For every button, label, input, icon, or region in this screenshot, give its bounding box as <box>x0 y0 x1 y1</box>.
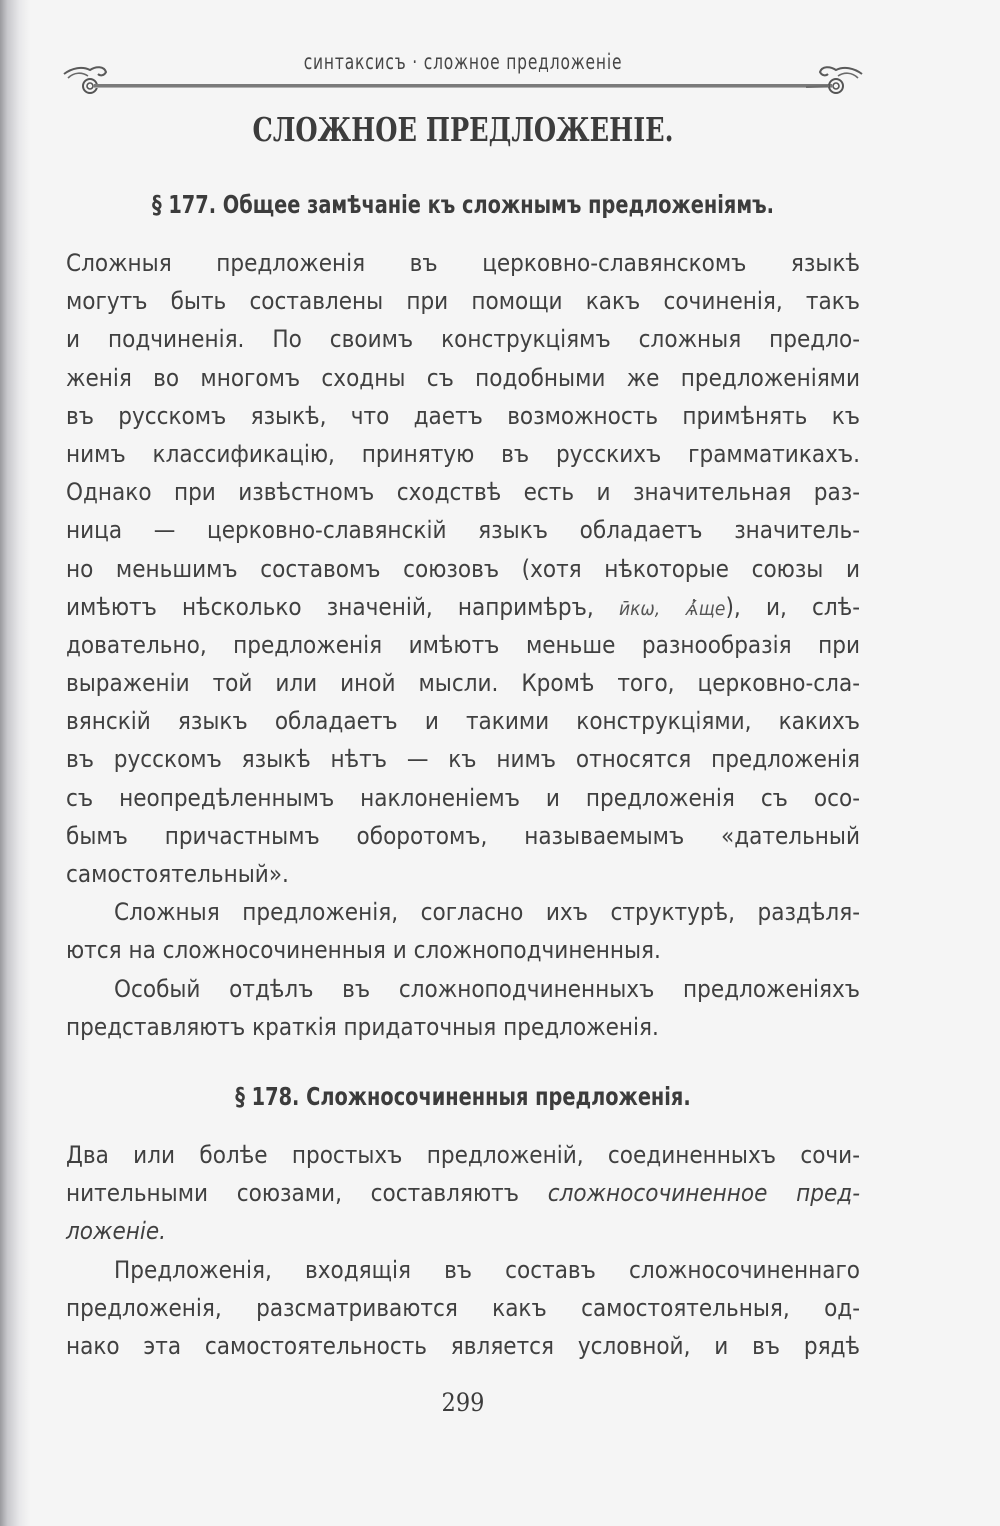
page-number: 299 <box>441 1388 485 1417</box>
text-line: предложенія, разсматриваются какъ самостоятельныя, од- <box>66 1293 860 1322</box>
text-fragment: ), и, слѣ- <box>725 592 861 621</box>
text-line: и подчиненія. По своимъ конструкціямъ сложныя предло- <box>66 325 860 354</box>
text-line: Однако при извѣстномъ сходствѣ есть и значительная раз- <box>66 478 860 507</box>
text-line: Два или болѣе простыхъ предложеній, соединенныхъ сочи- <box>66 1141 860 1169</box>
text-line: ются на сложносочиненныя и сложноподчиненныя. <box>66 936 661 965</box>
scroll-ornament-icon <box>60 60 120 96</box>
text-line: выраженіи той или иной мысли. Кромѣ того, церковно-сла- <box>66 669 860 698</box>
section-177-body <box>66 244 860 1046</box>
text-fragment: нительными союзами, составляютъ <box>66 1179 548 1208</box>
text-line: Сложныя предложенія въ церковно-славянскомъ языкѣ <box>66 249 860 277</box>
running-head <box>66 46 860 96</box>
text-line: самостоятельный». <box>66 860 289 888</box>
church-slavonic-example: ӣкѡ, <box>619 597 661 620</box>
text-line: довательно, предложенія имѣютъ меньше разнообразія при <box>66 630 860 659</box>
page-binding-shadow <box>0 0 30 1526</box>
text-line-with-examples <box>66 588 860 626</box>
text-line <box>66 1212 860 1250</box>
text-line: представляютъ краткія придаточныя предложенія. <box>66 1012 659 1041</box>
text-line: въ русскомъ языкѣ нѣтъ — къ нимъ относятся предложенія <box>66 745 860 774</box>
text-line: въ русскомъ языкѣ, что даетъ возможность примѣнять къ <box>66 401 860 430</box>
text-fragment: имѣютъ нѣсколько значеній, напримѣръ, <box>66 592 594 621</box>
book-page <box>66 0 860 1526</box>
text-line: бымъ причастнымъ оборотомъ, называемымъ «дательный <box>66 821 860 850</box>
text-line: но меньшимъ составомъ союзовъ (хотя нѣкоторые союзы и <box>66 554 860 583</box>
scroll-ornament-icon <box>806 60 866 96</box>
text-line: нимъ классификацію, принятую въ русскихъ грамматикахъ. <box>66 439 860 468</box>
text-line: Предложенія, входящія въ составъ сложносочиненнаго <box>114 1255 860 1284</box>
chapter-title: СЛОЖНОЕ ПРЕДЛОЖЕНІЕ. <box>252 110 674 149</box>
text-line: Сложныя предложенія, согласно ихъ структурѣ, раздѣля- <box>114 898 860 927</box>
running-head-title: синтаксисъ · сложное предложеніе <box>303 50 623 74</box>
running-head-rule <box>94 84 832 88</box>
text-line: могутъ быть составлены при помощи какъ сочиненія, такъ <box>66 287 860 316</box>
text-line: Особый отдѣлъ въ сложноподчиненныхъ предложеніяхъ <box>114 974 860 1003</box>
section-178-body <box>66 1136 860 1365</box>
text-line: женія во многомъ сходны съ подобными же предложеніями <box>66 363 860 392</box>
church-slavonic-example: ѧ̓́ще <box>685 597 726 620</box>
section-heading-178: § 178. Сложносочиненныя предложенія. <box>235 1082 691 1111</box>
text-line-with-term <box>66 1174 860 1212</box>
text-line: нако эта самостоятельность является условной, и въ рядѣ <box>66 1331 860 1360</box>
text-line: ница — церковно-славянскій языкъ обладаетъ значитель- <box>66 516 860 545</box>
section-heading-177: § 177. Общее замѣчаніе къ сложнымъ предложеніямъ. <box>151 190 775 219</box>
text-line: съ неопредѣленнымъ наклоненіемъ и предложенія съ осо- <box>66 783 860 812</box>
italic-term: сложносочиненное пред- <box>547 1179 860 1208</box>
text-line: вянскій языкъ обладаетъ и такими конструкціями, какихъ <box>66 707 860 736</box>
italic-term: ложеніе. <box>66 1217 167 1246</box>
